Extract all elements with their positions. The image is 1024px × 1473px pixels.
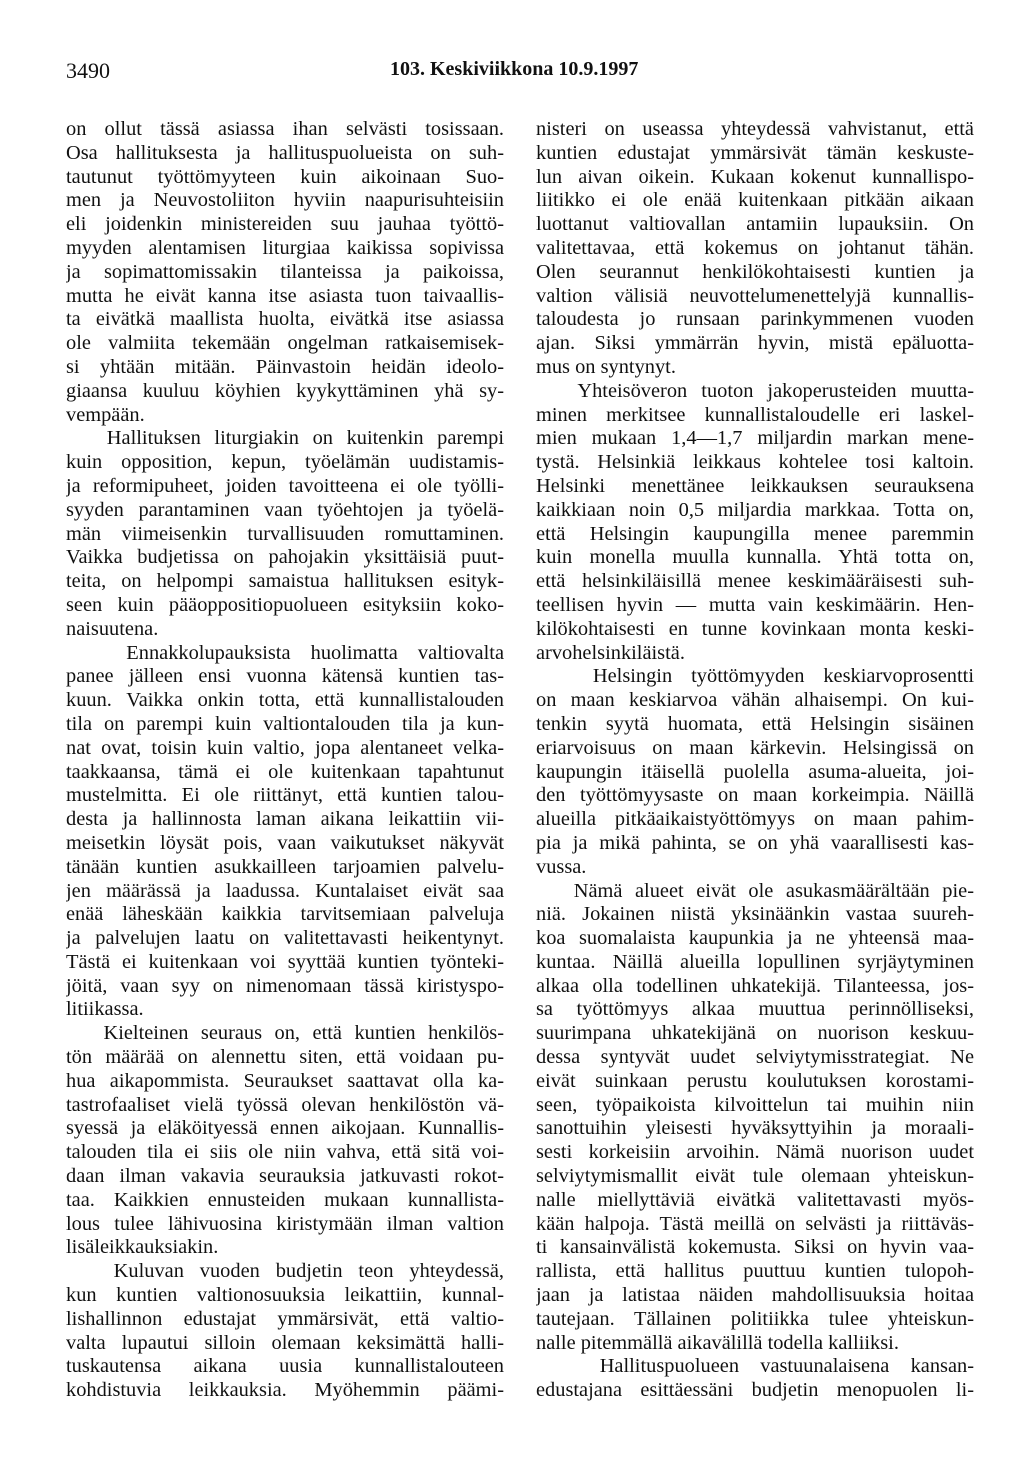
text-line: taa. Kaikkien ennusteiden mukaan kunnallista- — [66, 1188, 504, 1211]
text-line: valta lupautui silloin olemaan keksimättä halli- — [66, 1331, 504, 1354]
text-line: lishallinnon edustajat ymmärsivät, että valtio- — [66, 1307, 504, 1330]
text-line: kuntaa. Näillä alueilla lopullinen syrjäytyminen — [536, 950, 974, 973]
text-line: edustajana esittäessäni budjetin menopuolen li- — [536, 1379, 974, 1402]
text-line: myyden alentamisen liturgiaa kaikissa sopivissa — [66, 236, 504, 259]
text-line: jaan ja latistaa näiden mahdollisuuksia hoitaa — [536, 1284, 974, 1307]
text-line: Helsinki menettänee leikkauksen seurauksena — [536, 474, 974, 497]
text-line: den työttömyysaste on maan korkeimpia. Näillä — [536, 784, 974, 807]
text-line: Ennakkolupauksista huolimatta valtiovalta — [66, 641, 504, 664]
text-line: jöitä, vaan syy on nimenomaan tässä kiristyspo- — [66, 974, 504, 997]
text-line: koa suomalaista kaupunkia ja ne yhteensä maa- — [536, 927, 974, 950]
text-line: män viimeisenkin turvallisuuden romuttaminen. — [66, 522, 504, 545]
text-line: panee jälleen ensi vuonna kätensä kuntien tas- — [66, 665, 504, 688]
text-line: tastrofaaliset vielä työssä olevan henkilöstön vä- — [66, 1093, 504, 1116]
text-line: Hallituspuolueen vastuunalaisena kansan- — [536, 1355, 974, 1378]
text-line: eriarvoisuus on maan kärkevin. Helsingissä on — [536, 736, 974, 759]
text-line: sesti korkeisiin arvoihin. Nämä nuorison uudet — [536, 1141, 974, 1164]
text-line: niä. Jokainen niistä yksinäänkin vastaa suureh- — [536, 903, 974, 926]
text-line: nalle miellyttäviä eivätkä valitettavasti myös- — [536, 1188, 974, 1211]
text-line: kilökohtaisesti en tunne kovinkaan monta keski- — [536, 617, 974, 640]
text-line: kuntien edustajat ymmärsivät tämän keskuste- — [536, 141, 974, 164]
text-line: Osa hallituksesta ja hallituspuolueista on suh- — [66, 141, 504, 164]
text-line: ja reformipuheet, joiden tavoitteena ei ole työlli- — [66, 474, 504, 497]
text-line: meisetkin löysät pois, vaan vaikutukset näkyvät — [66, 831, 504, 854]
text-line: alueilla pitkäaikaistyöttömyys on maan pahim- — [536, 808, 974, 831]
page-number: 3490 — [66, 58, 110, 83]
text-line: kuin monella muulla kunnalla. Yhtä totta on, — [536, 546, 974, 569]
text-line: talouden tila ei siis ole niin vahva, että sitä voi- — [66, 1141, 504, 1164]
text-line: litiikassa. — [66, 998, 144, 1021]
text-line: tänään kuntien asukkailleen tarjoamien palvelu- — [66, 855, 504, 878]
text-line: ja palvelujen laatu on valitettavasti heikentynyt. — [66, 927, 504, 950]
left-column — [66, 118, 504, 1403]
text-line: jen määrässä ja laadussa. Kuntalaiset eivät saa — [66, 879, 504, 902]
text-line: giaansa kuuluu köyhien kyykyttäminen yhä sy- — [66, 379, 504, 402]
text-line: sanottuihin yleisesti hyväksyttyihin ja moraali- — [536, 1117, 974, 1140]
text-line: nisteri on useassa yhteydessä vahvistanut, että — [536, 118, 974, 140]
text-line: valtion välisiä neuvottelumenettelyjä kunnallis- — [536, 284, 974, 307]
text-line: on ollut tässä asiassa ihan selvästi tosissaan. — [66, 118, 504, 140]
text-line: lun aivan oikein. Kukaan kokenut kunnallispo- — [536, 165, 974, 188]
text-line: kaikkiaan noin 0,5 miljardia markkaa. Totta on, — [536, 498, 974, 521]
text-line: nalle pitemmällä aikavälillä todella kalliiksi. — [536, 1331, 899, 1354]
text-line: teita, on helpompi samaistua hallituksen esityk- — [66, 570, 504, 593]
text-line: lous tulee lähivuosina kiristymään ilman valtion — [66, 1212, 504, 1235]
text-line: men ja Neuvostoliiton hyviin naapurisuhteisiin — [66, 189, 504, 212]
text-line: alkaa olla todellinen uhkatekijä. Tilanteessa, jos- — [536, 974, 974, 997]
text-line: eivät suinkaan perustu koulutuksen korostami- — [536, 1069, 974, 1092]
text-line: seen kuin pääoppositiopuolueen esityksiin koko- — [66, 593, 504, 616]
text-line: si yhtään mitään. Päinvastoin heidän ideolo- — [66, 355, 504, 378]
text-line: Kielteinen seuraus on, että kuntien henkilös- — [66, 1022, 504, 1045]
text-line: Hallituksen liturgiakin on kuitenkin parempi — [66, 427, 504, 450]
text-line: rallista, että hallitus puuttuu kuntien tulopoh- — [536, 1260, 974, 1283]
text-line: ta eivätkä maallista huolta, eivätkä itse asiassa — [66, 308, 504, 331]
text-line: tautunut työttömyyteen kuin aikoinaan Suo- — [66, 165, 504, 188]
text-line: naisuutena. — [66, 617, 159, 640]
text-line: Yhteisöveron tuoton jakoperusteiden muutta- — [536, 379, 974, 402]
text-line: kään halpoja. Tästä meillä on selvästi ja riittäväs- — [536, 1212, 974, 1235]
text-line: valitettavaa, että kokemus on johtanut tähän. — [536, 236, 974, 259]
text-line: Olen seurannut henkilökohtaisesti kuntien ja — [536, 260, 974, 283]
text-line: mustelmitta. Ei ole riittänyt, että kuntien talou- — [66, 784, 504, 807]
text-line: selviytymismallit eivät tule olemaan yhteiskun- — [536, 1165, 974, 1188]
text-line: Kuluvan vuoden budjetin teon yhteydessä, — [66, 1260, 504, 1283]
text-line: lisäleikkauksiakin. — [66, 1236, 219, 1259]
text-line: vempään. — [66, 403, 145, 426]
text-line: Helsingin työttömyyden keskiarvoprosentti — [536, 665, 974, 688]
text-line: mus on syntynyt. — [536, 355, 676, 378]
text-line: mutta he eivät kanna itse asiasta tuon taivaallis- — [66, 284, 504, 307]
text-line: kun kuntien valtionosuuksia leikattiin, kunnal- — [66, 1284, 504, 1307]
text-line: kaupungin itäisellä puolella asuma-alueita, joi- — [536, 760, 974, 783]
text-line: että Helsingin kaupungilla menee paremmin — [536, 522, 974, 545]
text-line: tystä. Helsinkiä leikkaus kohtelee tosi kaltoin. — [536, 451, 974, 474]
text-line: seen, työpaikoista kilvoittelun tai muihin niin — [536, 1093, 974, 1116]
text-line: taakkaansa, tämä ei ole kuitenkaan tapahtunut — [66, 760, 504, 783]
text-line: Tästä ei kuitenkaan voi syyttää kuntien työnteki- — [66, 950, 504, 973]
text-line: daan ilman vakavia seurauksia jatkuvasti rokot- — [66, 1165, 504, 1188]
text-line: tenkin syytä huomata, että Helsingin sisäinen — [536, 712, 974, 735]
text-line: on maan keskiarvoa vähän alhaisempi. On kui- — [536, 689, 974, 712]
text-line: mien mukaan 1,4—1,7 miljardin markan mene- — [536, 427, 974, 450]
text-line: sa työttömyys alkaa muuttua perinnölliseksi, — [536, 998, 974, 1021]
text-line: tuskautensa aikana uusia kunnallistalouteen — [66, 1355, 504, 1378]
text-line: että helsinkiläisillä menee keskimääräisesti suh- — [536, 570, 974, 593]
text-line: Nämä alueet eivät ole asukasmäärältään pie- — [536, 879, 974, 902]
text-line: liitikko ei ole enää kuitenkaan pitkään aikaan — [536, 189, 974, 212]
text-line: Vaikka budjetissa on pahojakin yksittäisiä puut- — [66, 546, 504, 569]
text-line: taloudesta jo runsaan parinkymmenen vuoden — [536, 308, 974, 331]
text-line: dessa syntyvät uudet selviytymisstrategiat. Ne — [536, 1046, 974, 1069]
text-line: tön määrää on alennettu siten, että voidaan pu- — [66, 1046, 504, 1069]
text-line: teellisen hyvin — mutta vain keskimäärin. Hen- — [536, 593, 974, 616]
text-line: vussa. — [536, 855, 587, 878]
text-line: kuin opposition, kepun, työelämän uudistamis- — [66, 451, 504, 474]
text-line: suurimpana uhkatekijänä on nuorison keskuu- — [536, 1022, 974, 1045]
text-line: minen merkitsee kunnallistaloudelle eri laskel- — [536, 403, 974, 426]
text-line: tila on parempi kuin valtiontalouden tila ja kun- — [66, 712, 504, 735]
text-line: ajan. Siksi ymmärrän hyvin, mistä epäluotta- — [536, 332, 974, 355]
text-line: syyden parantaminen vaan työehtojen ja työelä- — [66, 498, 504, 521]
text-line: luottanut valtiovallan antamiin lupauksiin. On — [536, 213, 974, 236]
text-line: nat ovat, toisin kuin valtio, jopa alentaneet velka- — [66, 736, 504, 759]
text-line: ole valmiita tekemään ongelman ratkaisemisek- — [66, 332, 504, 355]
text-line: arvohelsinkiläistä. — [536, 641, 685, 664]
text-line: ja sopimattomissakin tilanteissa ja paikoissa, — [66, 260, 504, 283]
text-line: desta ja hallinnosta laman aikana leikattiin vii- — [66, 808, 504, 831]
text-line: eli joidenkin ministereiden suu jauhaa työttö- — [66, 213, 504, 236]
text-line: enää läheskään kaikkia tarvitsemiaan palveluja — [66, 903, 504, 926]
text-line: syessä ja eläköityessä ennen aikojaan. Kunnallis- — [66, 1117, 504, 1140]
right-column — [536, 118, 974, 1403]
text-line: ti kansainvälistä kokemusta. Siksi on hyvin vaa- — [536, 1236, 974, 1259]
text-line: kohdistuvia leikkauksia. Myöhemmin päämi- — [66, 1379, 504, 1402]
text-line: hua aikapommista. Seuraukset saattavat olla ka- — [66, 1069, 504, 1092]
text-line: pia ja mikä pahinta, se on yhä vaarallisesti kas- — [536, 831, 974, 854]
session-title: 103. Keskiviikkona 10.9.1997 — [390, 58, 639, 80]
page-header — [66, 58, 960, 88]
text-line: tautejaan. Tällainen politiikka tulee yhteiskun- — [536, 1307, 974, 1330]
text-line: kuun. Vaikka onkin totta, että kunnallistalouden — [66, 689, 504, 712]
